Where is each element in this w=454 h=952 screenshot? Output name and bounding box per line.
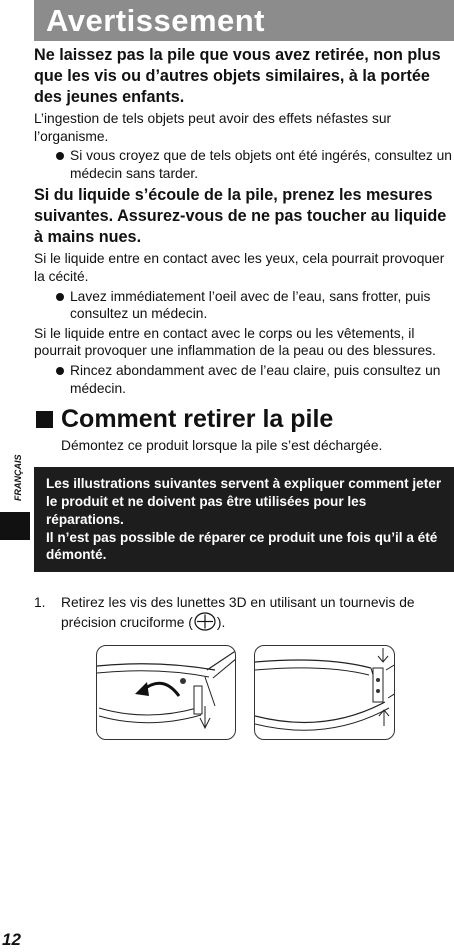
notice-line-1: Les illustrations suivantes servent à expliquer comment jeter le produit et ne doivent pas être utilisées pour les réparations. [46, 476, 442, 527]
step-number: 1. [34, 595, 46, 611]
warning-children-text: L’ingestion de tels objets peut avoir des effets néfastes sur l’organisme. [34, 111, 392, 144]
section-heading [34, 404, 454, 434]
warning-children-heading: Ne laissez pas la pile que vous avez retirée, non plus que les vis ou d’autres objets similaires, à la portée des jeunes enfants. [34, 46, 441, 106]
language-tab-marker [0, 512, 30, 540]
illustrations [96, 645, 396, 740]
warning-leak-heading: Si du liquide s’écoule de la pile, prenez les mesures suivantes. Assurez-vous de ne pas toucher au liquide à mains nues. [34, 186, 447, 247]
main-content [34, 45, 454, 636]
section-subtitle: Démontez ce produit lorsque la pile s’est déchargée. [61, 438, 383, 454]
section-heading-text: Comment retirer la pile [61, 405, 334, 434]
glasses-frame-illustration [254, 645, 395, 740]
step-1 [34, 594, 454, 636]
page-title: Avertissement [34, 0, 454, 41]
warning-children-bullet: Si vous croyez que de tels objets ont été ingérés, consultez un médecin sans tarder. [34, 147, 454, 182]
warning-leak-eyes-bullet: Lavez immédiatement l’oeil avec de l’eau, sans frotter, puis consultez un médecin. [34, 288, 454, 323]
step-text-before: Retirez les vis des lunettes 3D en utilisant un tournevis de précision cruciforme ( [61, 595, 415, 631]
glasses-hinge-illustration [96, 645, 236, 740]
page-number: 12 [2, 930, 21, 949]
notice-line-2: Il n’est pas possible de réparer ce produit une fois qu’il a été démonté. [46, 529, 438, 563]
language-label: FRANÇAIS [13, 454, 23, 502]
phillips-screwdriver-icon [194, 612, 216, 636]
warning-leak-body-bullet: Rincez abondamment avec de l’eau claire, puis consultez un médecin. [34, 362, 454, 397]
warning-leak-eyes-text: Si le liquide entre en contact avec les yeux, cela pourrait provoquer la cécité. [34, 251, 445, 284]
notice-box [34, 467, 454, 572]
step-text-after: ). [216, 615, 226, 631]
warning-leak-body-text: Si le liquide entre en contact avec le corps ou les vêtements, il pourrait provoquer une inflammation de la peau ou des blessures. [34, 325, 436, 359]
square-bullet-icon [36, 411, 53, 428]
